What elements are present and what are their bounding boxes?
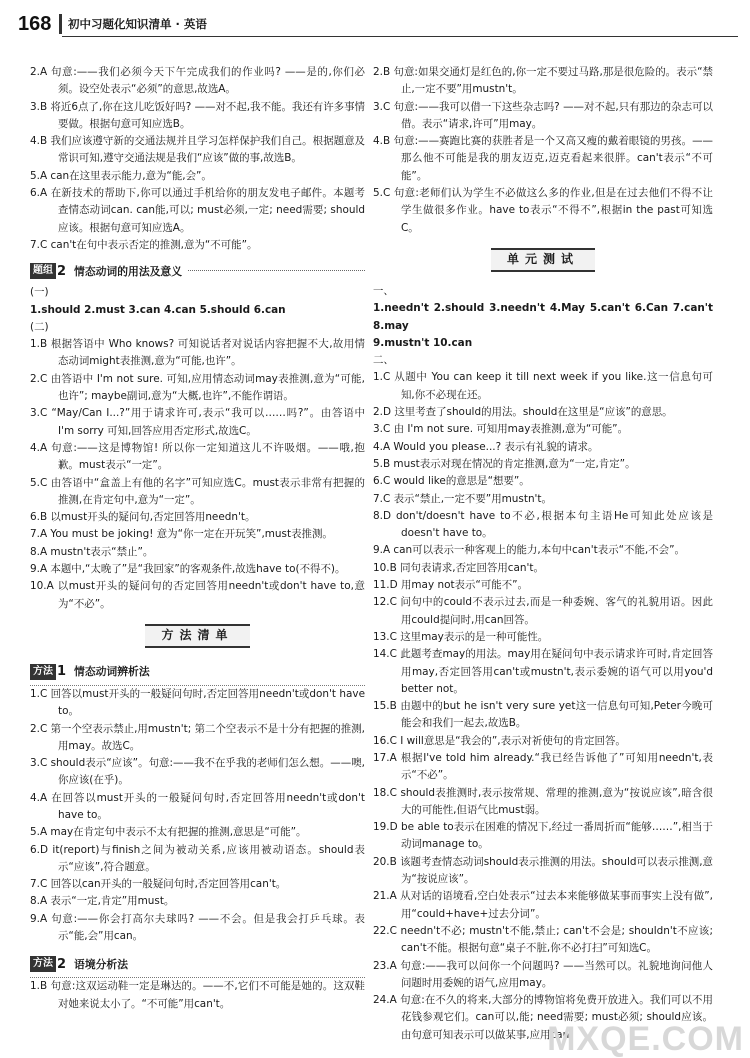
- part-label: (二): [30, 320, 49, 333]
- answer-item: 3.B 将近6点了,你在这儿吃饭好吗? ——对不起,我不能。我还有许多事情要做。根据句意可知应选B。: [30, 100, 365, 130]
- answer-item: 17.A 根据I've told him already.“我已经告诉他了”可知用needn't,表示“不必”。: [373, 751, 713, 782]
- answer-item: 23.A 句意:——我可以问你一个问题吗? ——当然可以。礼貌地询问他人问题时用委婉的语气,应用may。: [373, 959, 713, 989]
- answer-item: 20.B 该题考查情态动词should表示推测的用法。should可以表示推测,意为“按说应该”。: [373, 855, 713, 886]
- answer-item: 7.C 表示“禁止,一定不要”用mustn't。: [373, 492, 552, 505]
- section-banner: [30, 619, 365, 653]
- book-title: 初中习题化知识清单 · 英语: [68, 17, 207, 31]
- answer-item: 6.B 以must开头的疑问句,否定回答用needn't。: [30, 511, 256, 524]
- part-label: 一、: [373, 284, 394, 297]
- header-rule: [62, 36, 738, 37]
- answer-item: 6.A 在新技术的帮助下,你可以通过手机给你的朋友发电子邮件。本题考查情态动词can. can能,可以; must必须,一定; need需要; should应该。根据句意可知应选A。: [30, 187, 365, 234]
- watermark: MXQE.COM: [547, 1019, 744, 1058]
- group-title: 情态动词的用法及意义: [74, 264, 183, 278]
- answer-item: 7.C can't在句中表示否定的推测,意为“不可能”。: [30, 238, 258, 251]
- answer-item: 3.C 由 I'm not sure. 可知用may表推测,意为“可能”。: [373, 423, 629, 436]
- method-number: 1: [57, 664, 67, 680]
- answer-item: 16.C I will意思是“我会的”,表示对祈使句的肯定回答。: [373, 734, 626, 747]
- answer-item: 22.C needn't不必; mustn't不能,禁止; can't不会是; shouldn't不应该; can't不能。根据句意“桌子不脏,你不必打扫”可知选C。: [373, 924, 713, 955]
- answer-item: 14.C 此题考查may的用法。may用在疑问句中表示请求许可时,肯定回答用may,否定回答用can't或mustn't,表示委婉的语气可以用you'd better not。: [373, 648, 713, 695]
- answer-item: 1.C 回答以must开头的一般疑问句时,否定回答用needn't或don't have to。: [30, 687, 365, 718]
- answer-item: 10.A 以must开头的疑问句的否定回答用needn't或don't have to,意为“不必”。: [30, 580, 365, 610]
- answer-item: 15.B 由题中的but he isn't very sure yet这一信息句可知,Peter今晚可能会和我们一起去,故选B。: [373, 700, 713, 730]
- method-title: 情态动词辨析法: [74, 665, 150, 679]
- method-tag: 方法: [30, 956, 56, 972]
- answer-item: 5.A can在这里表示能力,意为“能,会”。: [30, 169, 212, 182]
- group2-answers: [30, 336, 365, 613]
- answer-key-line: 9.mustn't 10.can: [373, 336, 473, 349]
- answer-item: 13.C 这里may表示的是一种可能性。: [373, 630, 549, 643]
- page-number: 168: [18, 13, 52, 35]
- unit-test-answers: [373, 369, 713, 1044]
- method-number: 2: [57, 956, 67, 972]
- answer-item: 4.A 句意:——这是博物馆! 所以你一定知道这儿不许吸烟。——哦,抱歉。must表示“一定”。: [30, 441, 365, 472]
- part-label: (一): [30, 286, 49, 299]
- answer-item: 3.C should表示“应该”。句意:——我不在乎我的老师们怎么想。——噢,你应该(在乎)。: [30, 757, 365, 787]
- answer-item: 9.A 本题中,“太晚了”是“我回家”的客观条件,故选have to(不得不)。: [30, 563, 346, 576]
- group-tag: 题组: [30, 263, 56, 279]
- answer-item: 4.A 在回答以must开头的一般疑问句时,否定回答用needn't或don't have to。: [30, 791, 365, 821]
- section-banner: [373, 243, 713, 277]
- right-column: [373, 64, 713, 1044]
- answer-item: 6.C would like的意思是“想要”。: [373, 475, 530, 488]
- answer-item: 2.C 由答语中 I'm not sure. 可知,应用情态动词may表推测,意为“可能,也许”; maybe副词,意为“大概,也许”,不能作谓语。: [30, 372, 365, 403]
- answer-item: 3.C “May/Can I...?”用于请求许可,表示“我可以……吗?”。由答语中 I'm sorry 可知,回答应用否定形式,故选C。: [30, 407, 365, 437]
- page-header: [0, 0, 750, 46]
- answer-item: 4.B 句意:——赛跑比赛的获胜者是一个又高又瘦的戴着眼镜的男孩。——那么他不可能是我的朋友迈克,迈克看起来很胖。can't表示“不可能”。: [373, 135, 713, 182]
- header-divider: [59, 14, 62, 34]
- answer-item: 7.C 回答以can开头的一般疑问句时,否定回答用can't。: [30, 878, 287, 891]
- right-top-answers: [373, 64, 713, 237]
- answer-item: 18.C should表推测时,表示按常规、常理的推测,意为“按说应该”,暗含很大的可能性,但语气比must弱。: [373, 786, 713, 816]
- answer-item: 8.A mustn't表示“禁止”。: [30, 545, 154, 558]
- answer-item: 4.B 我们应该遵守新的交通法规并且学习怎样保护我们自己。根据题意及常识可知,遵守交通法规是我们“应该”做的事,故选B。: [30, 135, 365, 165]
- answer-item: 21.A 从对话的语境看,空白处表示“过去本来能够做某事而事实上没有做”,用“could+have+过去分词”。: [373, 890, 713, 920]
- method-heading: [30, 951, 365, 978]
- answer-item: 10.B 同句表请求,否定回答用can't。: [373, 561, 544, 574]
- answer-item: 2.D 这里考查了should的用法。should在这里是“应该”的意思。: [373, 406, 673, 419]
- method1-answers: [30, 686, 365, 945]
- answer-item: 5.B must表示对现在情况的肯定推测,意为“一定,肯定”。: [373, 457, 636, 470]
- answer-item: 24.A 句意:在不久的将来,大部分的博物馆将免费开放进入。我们可以不用花钱参观它们。can可以,能; need需要; must必须; should应该。由句意可知表示可以做某事,应用can。: [373, 994, 713, 1041]
- answer-item: 11.D 用may not表示“可能不”。: [373, 579, 528, 592]
- answer-item: 1.C 从题中 You can keep it till next week if you like.这一信息句可知,你不必现在还。: [373, 371, 713, 401]
- left-top-answers: [30, 64, 365, 254]
- method2-answers: [30, 978, 365, 1013]
- answer-item: 8.D don't/doesn't have to不必,根据本句主语He可知此处应该是doesn't have to。: [373, 509, 713, 540]
- answer-item: 5.C 由答语中“盒盖上有他的名字”可知应选C。must表示非常有把握的推测,在肯定句中,意为“一定”。: [30, 476, 365, 506]
- answer-key-line: 1.should 2.must 3.can 4.can 5.should 6.can: [30, 303, 286, 316]
- dotted-rule: [188, 270, 365, 272]
- method-tag: 方法: [30, 664, 56, 680]
- answer-item: 2.B 句意:如果交通灯是红色的,你一定不要过马路,那是很危险的。表示“禁止,一定不要”用mustn't。: [373, 66, 713, 96]
- answer-item: 1.B 根据答语中 Who knows? 可知说话者对说话内容把握不大,故用情态动词might表推测,意为“可能,也许”。: [30, 338, 365, 368]
- group-heading: [30, 258, 365, 284]
- answer-item: 9.A can可以表示一种客观上的能力,本句中can't表示“不能,不会”。: [373, 544, 685, 557]
- answer-item: 2.C 第一个空表示禁止,用mustn't; 第二个空表示不是十分有把握的推测,用may。故选C。: [30, 722, 365, 752]
- answer-item: 8.A 表示“一定,肯定”用must。: [30, 895, 175, 908]
- answer-item: 5.A may在肯定句中表示不太有把握的推测,意思是“可能”。: [30, 826, 307, 839]
- answer-key-line: 1.needn't 2.should 3.needn't 4.May 5.can't 6.Can 7.can't 8.may: [373, 302, 713, 332]
- answer-item: 2.A 句意:——我们必须今天下午完成我们的作业吗? ——是的,你们必须。设空处表示“必须”的意思,故选A。: [30, 66, 365, 96]
- group-number: 2: [57, 263, 67, 279]
- answer-item: 19.D be able to表示在困难的情况下,经过一番周折而“能够……”,相当于动词manage to。: [373, 821, 713, 851]
- answer-item: 4.A Would you please...? 表示有礼貌的请求。: [373, 440, 599, 453]
- answer-item: 9.A 句意:——你会打高尔夫球吗? ——不会。但是我会打乒乓球。表示“能,会”用can。: [30, 912, 365, 943]
- banner-title: 单元测试: [491, 248, 595, 271]
- answer-item: 12.C 问句中的could不表示过去,而是一种委婉、客气的礼貌用语。因此用could提问时,用can回答。: [373, 596, 713, 626]
- answer-item: 6.D it(report)与finish之间为被动关系,应该用被动语态。should表示“应该”,符合题意。: [30, 843, 365, 873]
- method-heading: [30, 659, 365, 686]
- banner-title: 方法清单: [145, 624, 249, 647]
- answer-item: 7.A You must be joking! 意为“你一定在开玩笑”,must表推测。: [30, 528, 333, 541]
- answer-item: 3.C 句意:——我可以借一下这些杂志吗? ——对不起,只有那边的杂志可以借。表示“请求,许可”用may。: [373, 100, 713, 130]
- answer-item: 5.C 句意:老师们认为学生不必做这么多的作业,但是在过去他们不得不让学生做很多作业。have to表示“不得不”,根据in the past可知选C。: [373, 187, 713, 234]
- left-column: [30, 64, 365, 1013]
- method-title: 语境分析法: [74, 957, 129, 971]
- part-label: 二、: [373, 354, 394, 367]
- answer-item: 1.B 句意:这双运动鞋一定是琳达的。——不,它们不可能是她的。这双鞋对她来说太小了。“不可能”用can't。: [30, 980, 365, 1010]
